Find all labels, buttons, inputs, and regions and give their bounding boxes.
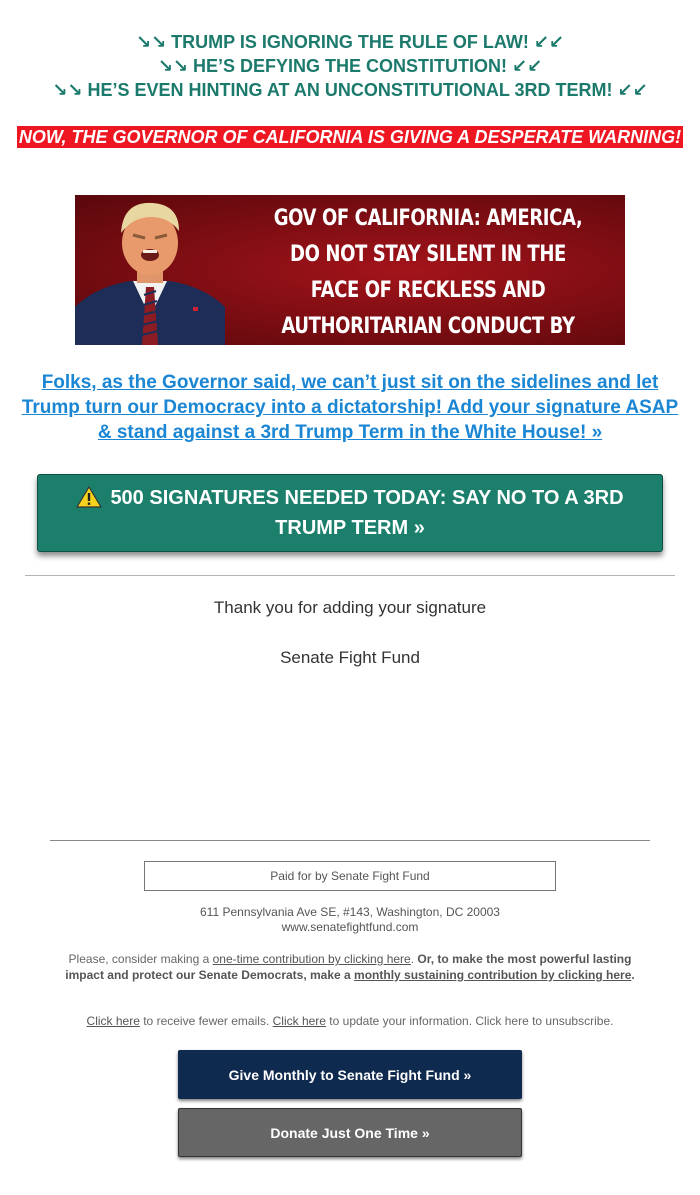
contribution-appeal	[65, 951, 635, 983]
fewer-emails-text: to receive fewer emails.	[139, 1014, 273, 1028]
headline-line-1: ↘↘ TRUMP IS IGNORING THE RULE OF LAW! ↙↙	[136, 32, 564, 52]
consider-bold: Or, to make the most powerful lasting impact and protect our Senate Democrats, make a	[65, 952, 632, 982]
cta-content	[68, 485, 632, 541]
warning-icon	[76, 486, 102, 515]
consider-prefix: Please, consider making a	[68, 952, 213, 966]
appeal-link[interactable]: Folks, as the Governor said, we can’t just sit on the sidelines and let Trump turn our Democracy into a dictatorship! Add your signature ASAP & stand against a 3rd Trump Term in the White House! »	[21, 372, 679, 443]
fewer-emails-link[interactable]: Click here	[86, 1014, 140, 1028]
banner-headline: GOV OF CALIFORNIA: AMERICA, DO NOT STAY SILENT IN THE FACE OF RECKLESS AND AUTHORITARIAN CONDUCT BY	[273, 206, 583, 339]
cta-label: 500 SIGNATURES NEEDED TODAY: SAY NO TO A 3RD TRUMP TERM »	[110, 487, 624, 539]
governor-warning	[0, 125, 700, 150]
divider-footer	[50, 840, 650, 841]
address-line: 611 Pennsylvania Ave SE, #143, Washington, DC 20003	[200, 905, 500, 919]
signatures-cta-button[interactable]	[37, 474, 663, 552]
banner-image[interactable]	[75, 195, 625, 345]
email-preferences	[0, 1014, 700, 1028]
headline-line-3: ↘↘ HE’S EVEN HINTING AT AN UNCONSTITUTIONAL 3RD TERM! ↙↙	[52, 80, 648, 100]
person-portrait-icon	[75, 195, 235, 345]
governor-warning-text: NOW, THE GOVERNOR OF CALIFORNIA IS GIVING A DESPERATE WARNING!	[18, 127, 682, 147]
address-block	[0, 905, 700, 935]
divider-top	[25, 575, 675, 576]
update-info-link[interactable]: Click here	[272, 1014, 326, 1028]
paid-for-box: Paid for by Senate Fight Fund	[144, 861, 556, 891]
appeal-paragraph	[20, 370, 680, 445]
give-monthly-button[interactable]: Give Monthly to Senate Fight Fund »	[178, 1050, 522, 1099]
website-text: www.senatefightfund.com	[281, 920, 419, 934]
donate-once-button[interactable]: Donate Just One Time »	[178, 1108, 522, 1157]
update-info-text: to update your information. Click here to unsubscribe.	[325, 1014, 614, 1028]
consider-end: .	[631, 968, 635, 982]
thank-you-text: Thank you for adding your signature	[213, 598, 487, 617]
one-time-contribution-link[interactable]: one-time contribution by clicking here	[212, 952, 411, 966]
headline-block	[0, 30, 700, 102]
organization-name: Senate Fight Fund	[280, 648, 420, 667]
consider-mid: .	[410, 952, 418, 966]
monthly-contribution-link[interactable]: monthly sustaining contribution by clicking here	[354, 968, 632, 982]
headline-line-2: ↘↘ HE’S DEFYING THE CONSTITUTION! ↙↙	[157, 56, 543, 76]
